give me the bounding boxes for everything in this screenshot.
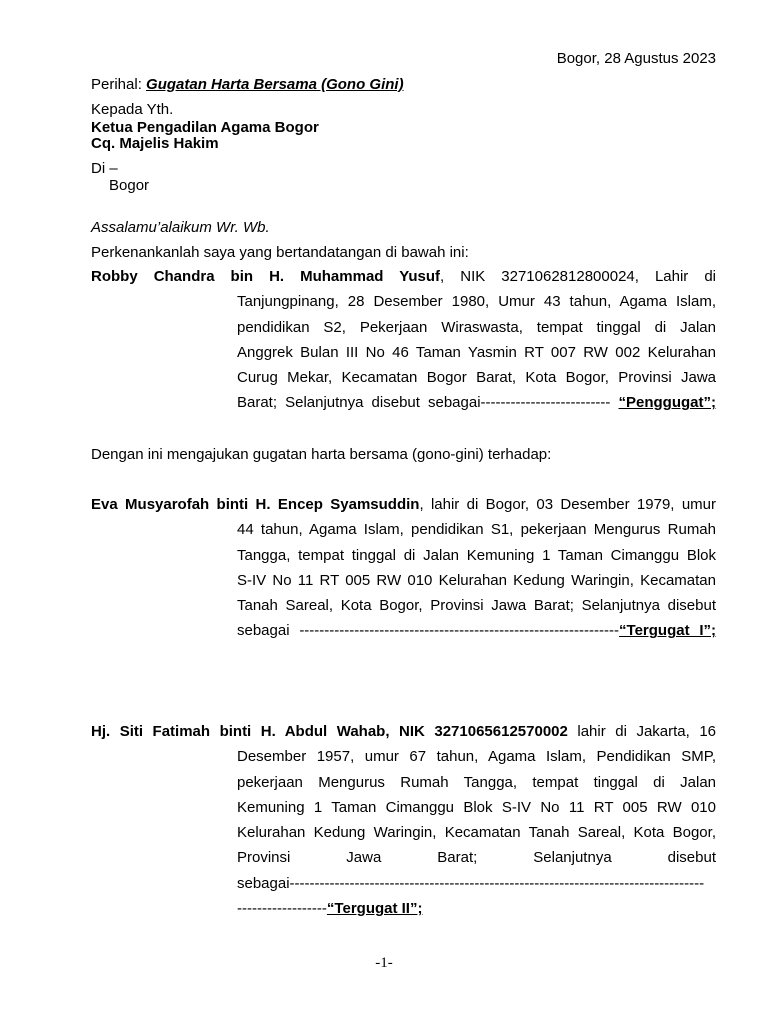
tergugat2-line: Desember 1957, umur 67 tahun, Agama Islam, Pendidikan SMP,	[237, 748, 716, 766]
penggugat-line: Tanjungpinang, 28 Desember 1980, Umur 43 tahun, Agama Islam,	[237, 293, 716, 311]
letter-date: Bogor, 28 Agustus 2023	[556, 50, 716, 67]
tergugat2-block	[91, 719, 716, 921]
penggugat-line: Curug Mekar, Kecamatan Bogor Barat, Kota Bogor, Provinsi Jawa	[237, 369, 716, 387]
claim-sentence: Dengan ini mengajukan gugatan harta bersama (gono-gini) terhadap:	[91, 446, 552, 463]
penggugat-tag: “Penggugat”;	[618, 394, 716, 412]
letter-page	[91, 0, 716, 1024]
recipient-cq: Cq. Majelis Hakim	[91, 135, 219, 152]
tergugat1-line: Tangga, tempat tinggal di Jalan Kemuning 1 Taman Cimanggu Blok	[237, 546, 716, 564]
penggugat-line: Anggrek Bulan III No 46 Taman Yasmin RT 007 RW 002 Kelurahan	[237, 343, 716, 361]
penggugat-block	[91, 264, 716, 416]
greeting: Assalamu’alaikum Wr. Wb.	[91, 219, 270, 236]
recipient-place: Bogor	[109, 177, 150, 194]
intro-sentence: Perkenankanlah saya yang bertandatangan di bawah ini:	[91, 244, 469, 261]
tergugat2-line-last: ------------------“Tergugat II”;	[237, 900, 423, 918]
tergugat1-tag: “Tergugat I”;	[619, 622, 717, 640]
penggugat-name: Robby Chandra bin H. Muhammad Yusuf	[91, 268, 441, 285]
tergugat2-name: Hj. Siti Fatimah binti H. Abdul Wahab, NIK 3271065612570002	[91, 723, 568, 740]
perihal-subject: Gugatan Harta Bersama (Gono Gini)	[146, 76, 404, 93]
penggugat-first-line: Robby Chandra bin H. Muhammad Yusuf, NIK 3271062812800024, Lahir di	[91, 268, 716, 285]
recipient-di: Di –	[91, 160, 118, 177]
tergugat2-tag: “Tergugat II”;	[326, 900, 423, 918]
page-number: -1-	[375, 955, 393, 971]
tergugat1-line: 44 tahun, Agama Islam, pendidikan S1, pekerjaan Mengurus Rumah	[237, 521, 716, 539]
tergugat1-line-last: sebagai ----------------------------------------------------------------“Tergugat I”;	[237, 622, 717, 640]
tergugat2-first-line: Hj. Siti Fatimah binti H. Abdul Wahab, NIK 3271065612570002 lahir di Jakarta, 16	[91, 723, 717, 740]
tergugat2-line: Provinsi Jawa Barat; Selanjutnya disebut	[237, 849, 716, 867]
perihal-line	[91, 76, 404, 93]
recipient-salutation: Kepada Yth.	[91, 101, 174, 118]
tergugat1-first-line: Eva Musyarofah binti H. Encep Syamsuddin, lahir di Bogor, 03 Desember 1979, umur	[91, 496, 716, 513]
perihal-label: Perihal:	[91, 76, 147, 93]
recipient-title: Ketua Pengadilan Agama Bogor	[91, 119, 319, 136]
tergugat2-line: Kemuning 1 Taman Cimanggu Blok S-IV No 11 RT 005 RW 010	[237, 798, 716, 816]
tergugat1-line: S-IV No 11 RT 005 RW 010 Kelurahan Kedung Waringin, Kecamatan	[237, 571, 716, 589]
tergugat2-line: pekerjaan Mengurus Rumah Tangga, tempat tinggal di Jalan	[237, 773, 716, 791]
tergugat2-line: Kelurahan Kedung Waringin, Kecamatan Tanah Sareal, Kota Bogor,	[237, 824, 716, 842]
tergugat1-name: Eva Musyarofah binti H. Encep Syamsuddin	[91, 496, 420, 513]
tergugat1-block	[91, 492, 716, 644]
penggugat-line-last: Barat; Selanjutnya disebut sebagai-------------------------- “Penggugat”;	[237, 394, 716, 412]
tergugat2-line: sebagai-----------------------------------------------------------------------------------	[237, 874, 705, 892]
tergugat1-line: Tanah Sareal, Kota Bogor, Provinsi Jawa Barat; Selanjutnya disebut	[237, 597, 716, 615]
penggugat-line: pendidikan S2, Pekerjaan Wiraswasta, tempat tinggal di Jalan	[237, 318, 716, 336]
